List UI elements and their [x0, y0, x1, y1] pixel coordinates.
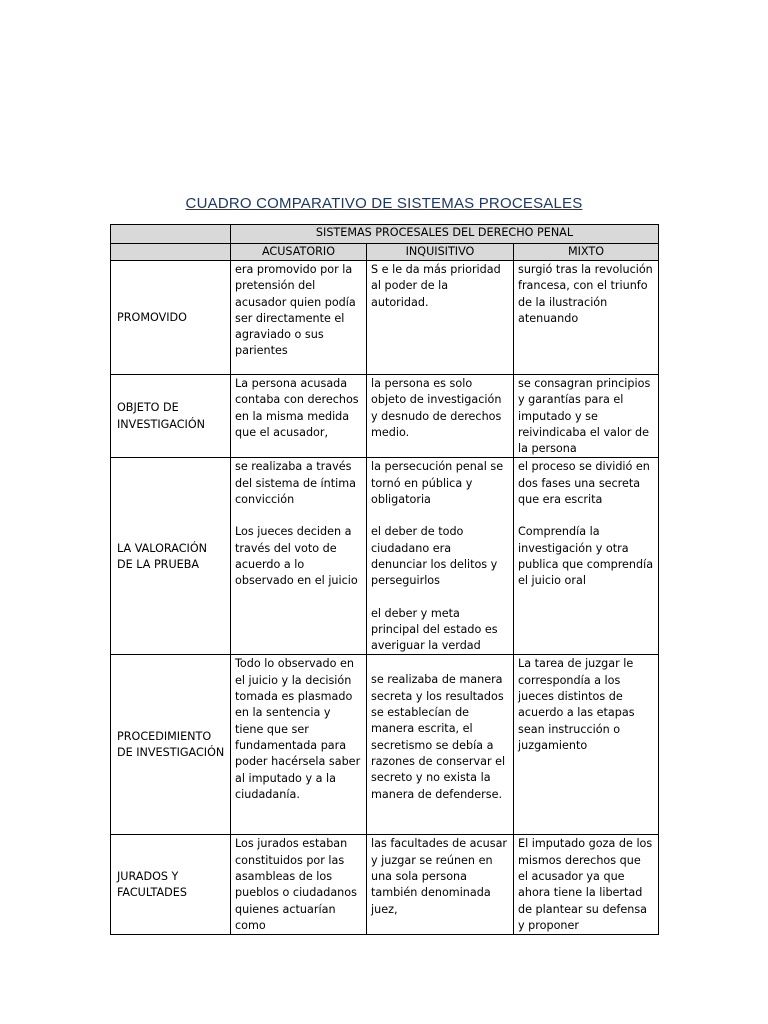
table-row	[111, 655, 659, 835]
cell-inquisitivo: la persona es solo objeto de investigación y desnudo de derechos medio.	[367, 375, 514, 458]
cell-mixto: La tarea de juzgar le correspondía a los jueces distintos de acuerdo a las etapas sean instrucción o juzgamiento	[514, 655, 659, 835]
table-row	[111, 375, 659, 458]
row-label: OBJETO DE INVESTIGACIÓN	[111, 375, 231, 458]
column-header-inquisitivo: INQUISITIVO	[367, 244, 514, 261]
row-label: PROCEDIMIENTO DE INVESTIGACIÓN	[111, 655, 231, 835]
table-row	[111, 835, 659, 935]
page-title: CUADRO COMPARATIVO DE SISTEMAS PROCESALES	[185, 195, 583, 212]
cell-mixto: El imputado goza de los mismos derechos que el acusador ya que ahora tiene la libertad de plantear su defensa y proponer	[514, 835, 659, 935]
row-label: LA VALORACIÓN DE LA PRUEBA	[111, 458, 231, 655]
cell-mixto: el proceso se dividió en dos fases una secreta que era escrita Comprendía la investigación y otra publica que comprendía el juicio oral	[514, 458, 659, 655]
cell-inquisitivo: la persecución penal se tornó en pública y obligatoria el deber de todo ciudadano era denunciar los delitos y perseguirlos el deber y meta principal del estado es averiguar la verdad	[367, 458, 514, 655]
column-header-mixto: MIXTO	[514, 244, 659, 261]
empty-header-cell	[111, 244, 231, 261]
comparison-table	[110, 224, 659, 935]
empty-corner-cell	[111, 225, 231, 244]
table-column-header-row	[111, 244, 659, 261]
cell-mixto: surgió tras la revolución francesa, con el triunfo de la ilustración atenuando	[514, 261, 659, 375]
cell-inquisitivo: S e le da más prioridad al poder de la autoridad.	[367, 261, 514, 375]
cell-acusatorio: Los jurados estaban constituidos por las asambleas de los pueblos o ciudadanos quienes actuarían como	[231, 835, 367, 935]
cell-inquisitivo: se realizaba de manera secreta y los resultados se establecían de manera escrita, el secretismo se debía a razones de conservar el secreto y no exista la manera de defenderse.	[367, 655, 514, 835]
cell-acusatorio: La persona acusada contaba con derechos en la misma medida que el acusador,	[231, 375, 367, 458]
row-label: JURADOS Y FACULTADES	[111, 835, 231, 935]
cell-inquisitivo: las facultades de acusar y juzgar se reúnen en una sola persona también denominada juez,	[367, 835, 514, 935]
row-label: PROMOVIDO	[111, 261, 231, 375]
cell-mixto: se consagran principios y garantías para el imputado y se reivindicaba el valor de la persona	[514, 375, 659, 458]
table-row	[111, 458, 659, 655]
table-row	[111, 261, 659, 375]
cell-acusatorio: se realizaba a través del sistema de íntima convicción Los jueces deciden a través del voto de acuerdo a lo observado en el juicio	[231, 458, 367, 655]
super-header: SISTEMAS PROCESALES DEL DERECHO PENAL	[231, 225, 659, 244]
cell-acusatorio: Todo lo observado en el juicio y la decisión tomada es plasmado en la sentencia y tiene que ser fundamentada para poder hacérsela saber al imputado y a la ciudadanía.	[231, 655, 367, 835]
cell-acusatorio: era promovido por la pretensión del acusador quien podía ser directamente el agraviado o sus parientes	[231, 261, 367, 375]
table-super-header-row	[111, 225, 659, 244]
column-header-acusatorio: ACUSATORIO	[231, 244, 367, 261]
